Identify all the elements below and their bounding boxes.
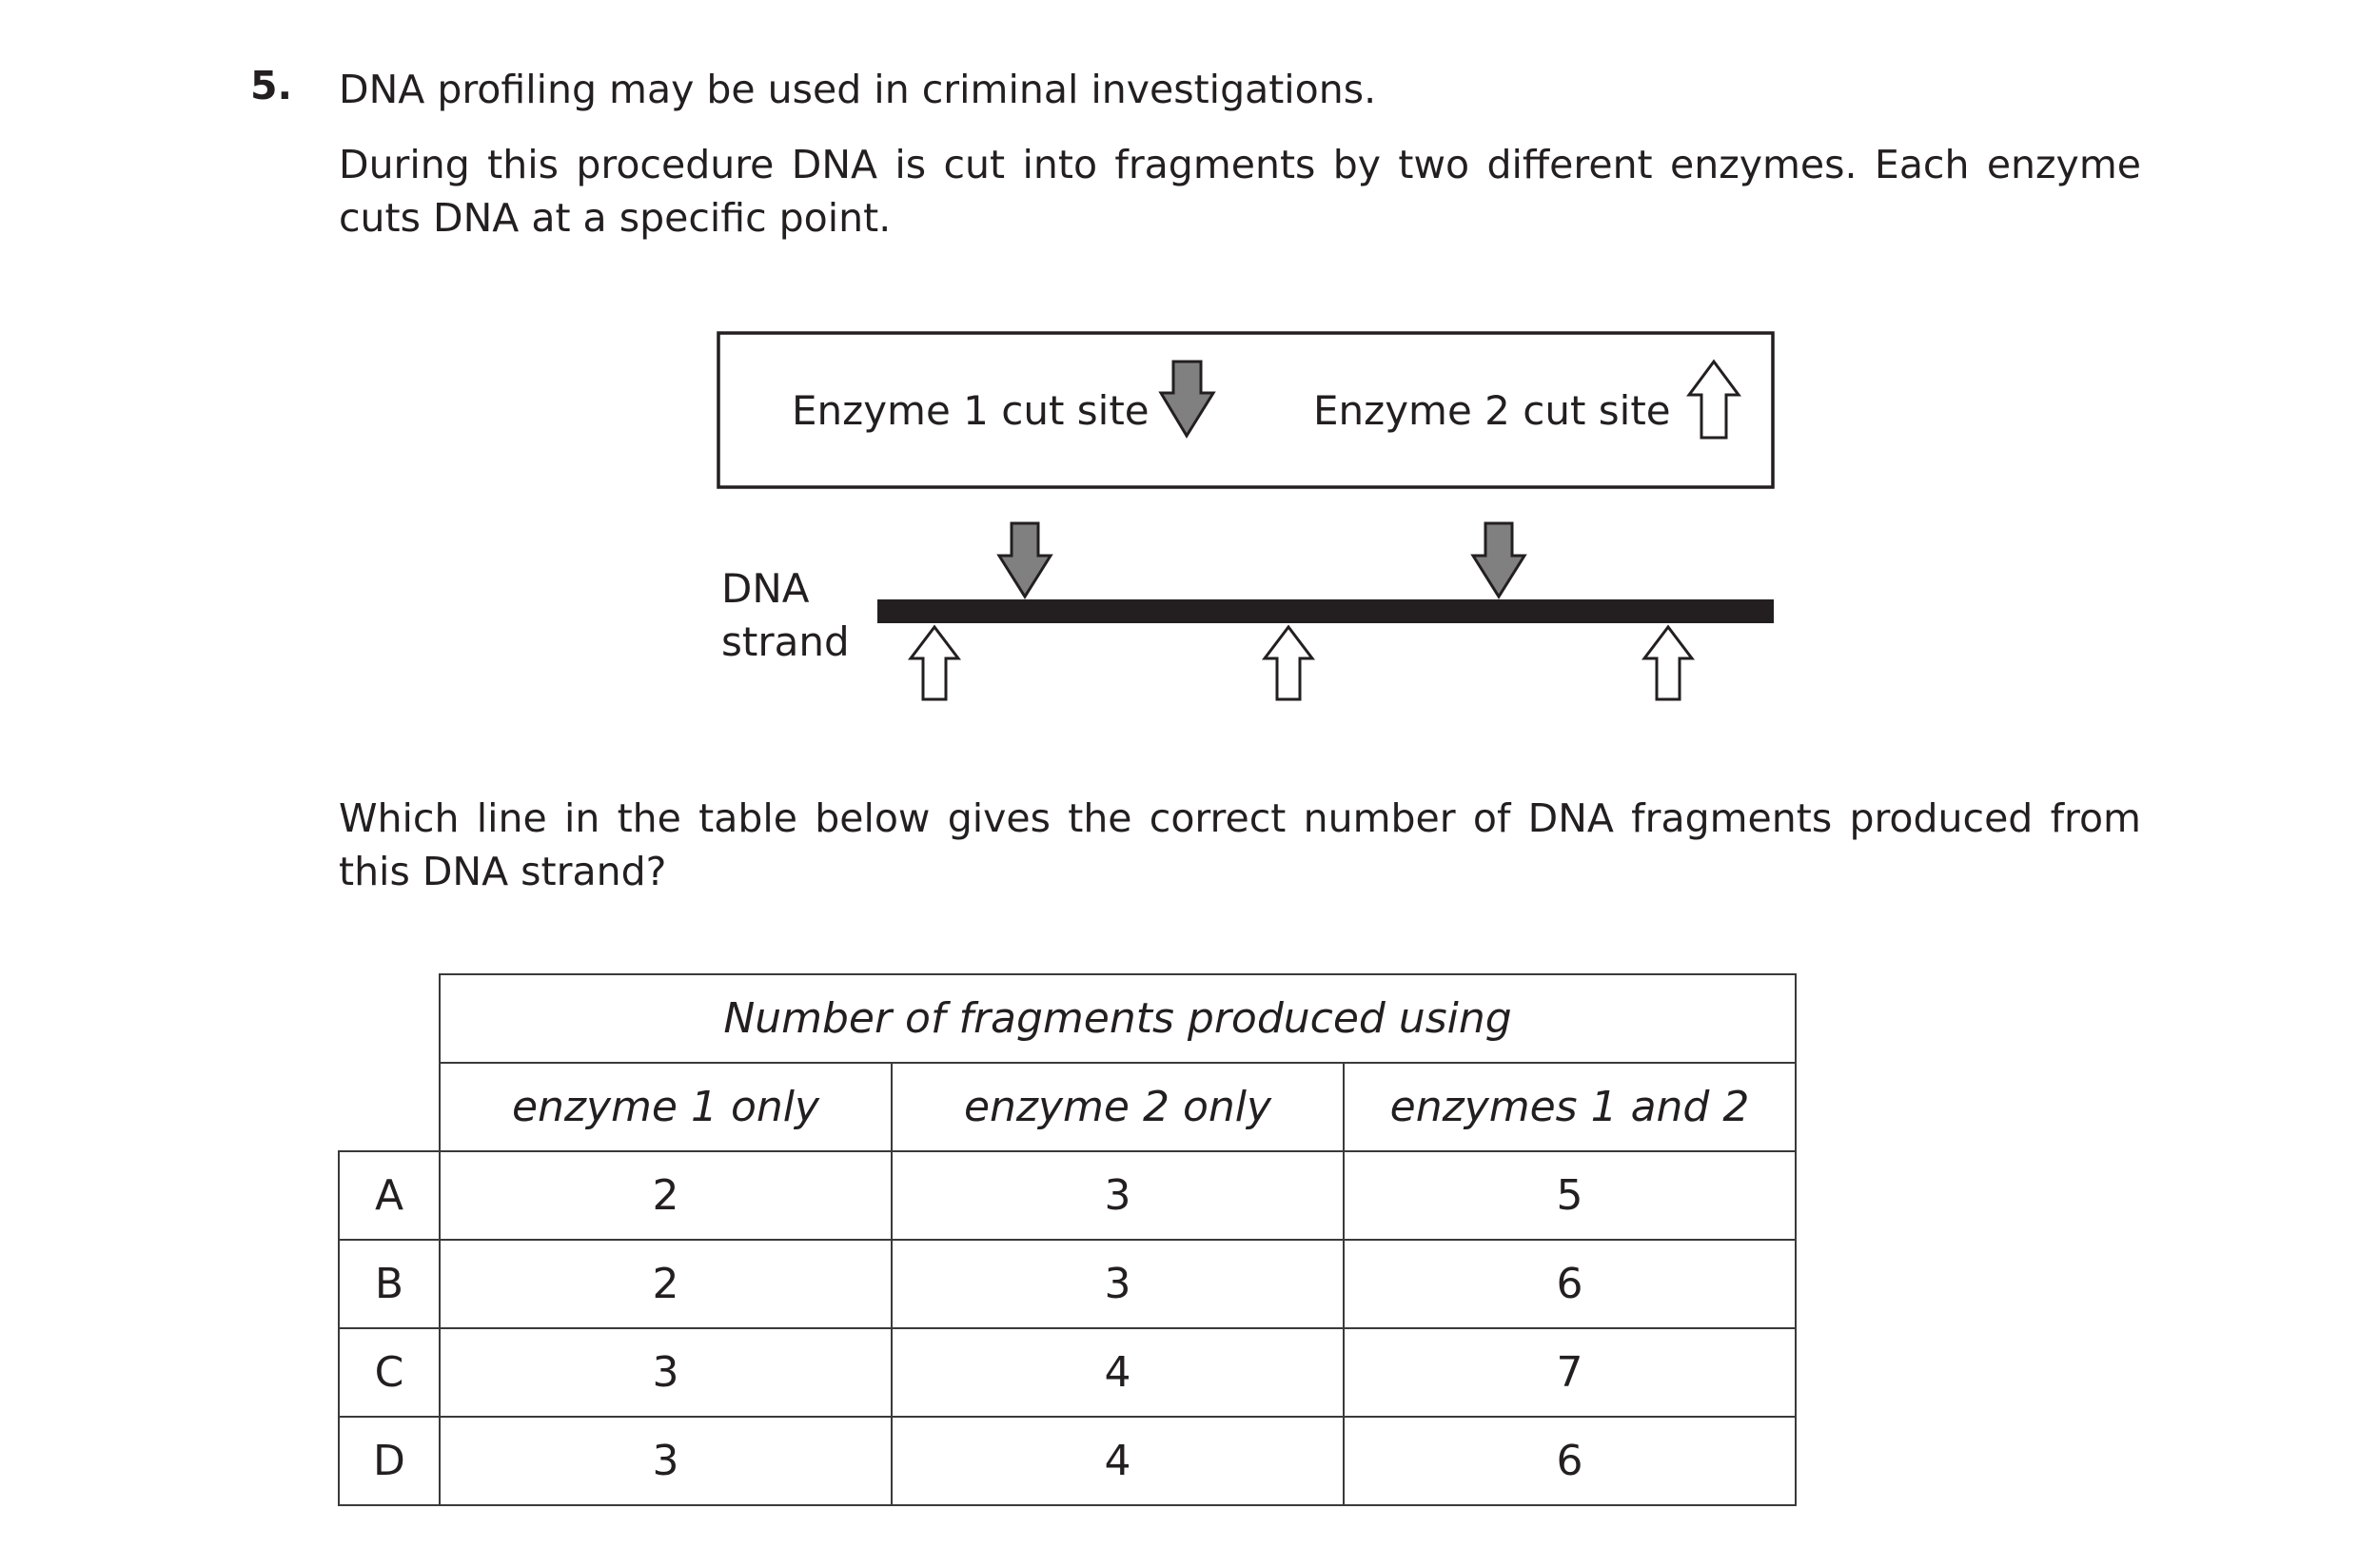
table-cell: 6 (1344, 1417, 1796, 1505)
table-cell: 5 (1344, 1151, 1796, 1240)
strand-label-line1: DNA (721, 565, 810, 612)
row-label: B (339, 1240, 440, 1328)
question-description: During this procedure DNA is cut into fragments by two different enzymes. Each enzyme cuts DNA at a specific point. (339, 142, 2141, 241)
enzyme2-cut-arrow-icon (1265, 627, 1312, 699)
table-cell: 6 (1344, 1240, 1796, 1328)
dna-cut-site-diagram (704, 319, 1789, 728)
table-cell: 7 (1344, 1328, 1796, 1417)
enzyme2-cut-arrow-icon (1644, 627, 1692, 699)
table-row (339, 1417, 1796, 1505)
table-row (339, 1240, 1796, 1328)
table-cell: 4 (892, 1417, 1344, 1505)
table-row (339, 1151, 1796, 1240)
enzyme1-cut-arrow-icon (1473, 523, 1524, 597)
key-enzyme2-label: Enzyme 2 cut site (1313, 387, 1671, 434)
table-cell: 2 (440, 1151, 892, 1240)
table-row (339, 1328, 1796, 1417)
question-intro: DNA profiling may be used in criminal investigations. (339, 67, 1377, 112)
table-column-header-row (339, 1063, 1796, 1151)
fragments-table (338, 973, 1797, 1506)
enzyme1-cut-arrow-icon (999, 523, 1051, 597)
table-group-header: Number of fragments produced using (440, 974, 1796, 1063)
question-number: 5. (250, 63, 293, 108)
row-label: D (339, 1417, 440, 1505)
row-label: C (339, 1328, 440, 1417)
table-cell: 2 (440, 1240, 892, 1328)
table-header-row (339, 974, 1796, 1063)
table-cell: 3 (892, 1240, 1344, 1328)
strand-label-line2: strand (721, 618, 850, 665)
table-cell: 3 (892, 1151, 1344, 1240)
key-enzyme1-label: Enzyme 1 cut site (792, 387, 1150, 434)
question-prompt: Which line in the table below gives the correct number of DNA fragments produced from this DNA strand? (339, 795, 2141, 894)
enzyme2-cut-arrow-icon (911, 627, 958, 699)
column-header-enzyme1: enzyme 1 only (440, 1063, 892, 1151)
table-cell: 4 (892, 1328, 1344, 1417)
column-header-enzyme2: enzyme 2 only (892, 1063, 1344, 1151)
table-cell: 3 (440, 1328, 892, 1417)
row-label: A (339, 1151, 440, 1240)
column-header-both: enzymes 1 and 2 (1344, 1063, 1796, 1151)
dna-strand (877, 599, 1774, 623)
table-cell: 3 (440, 1417, 892, 1505)
